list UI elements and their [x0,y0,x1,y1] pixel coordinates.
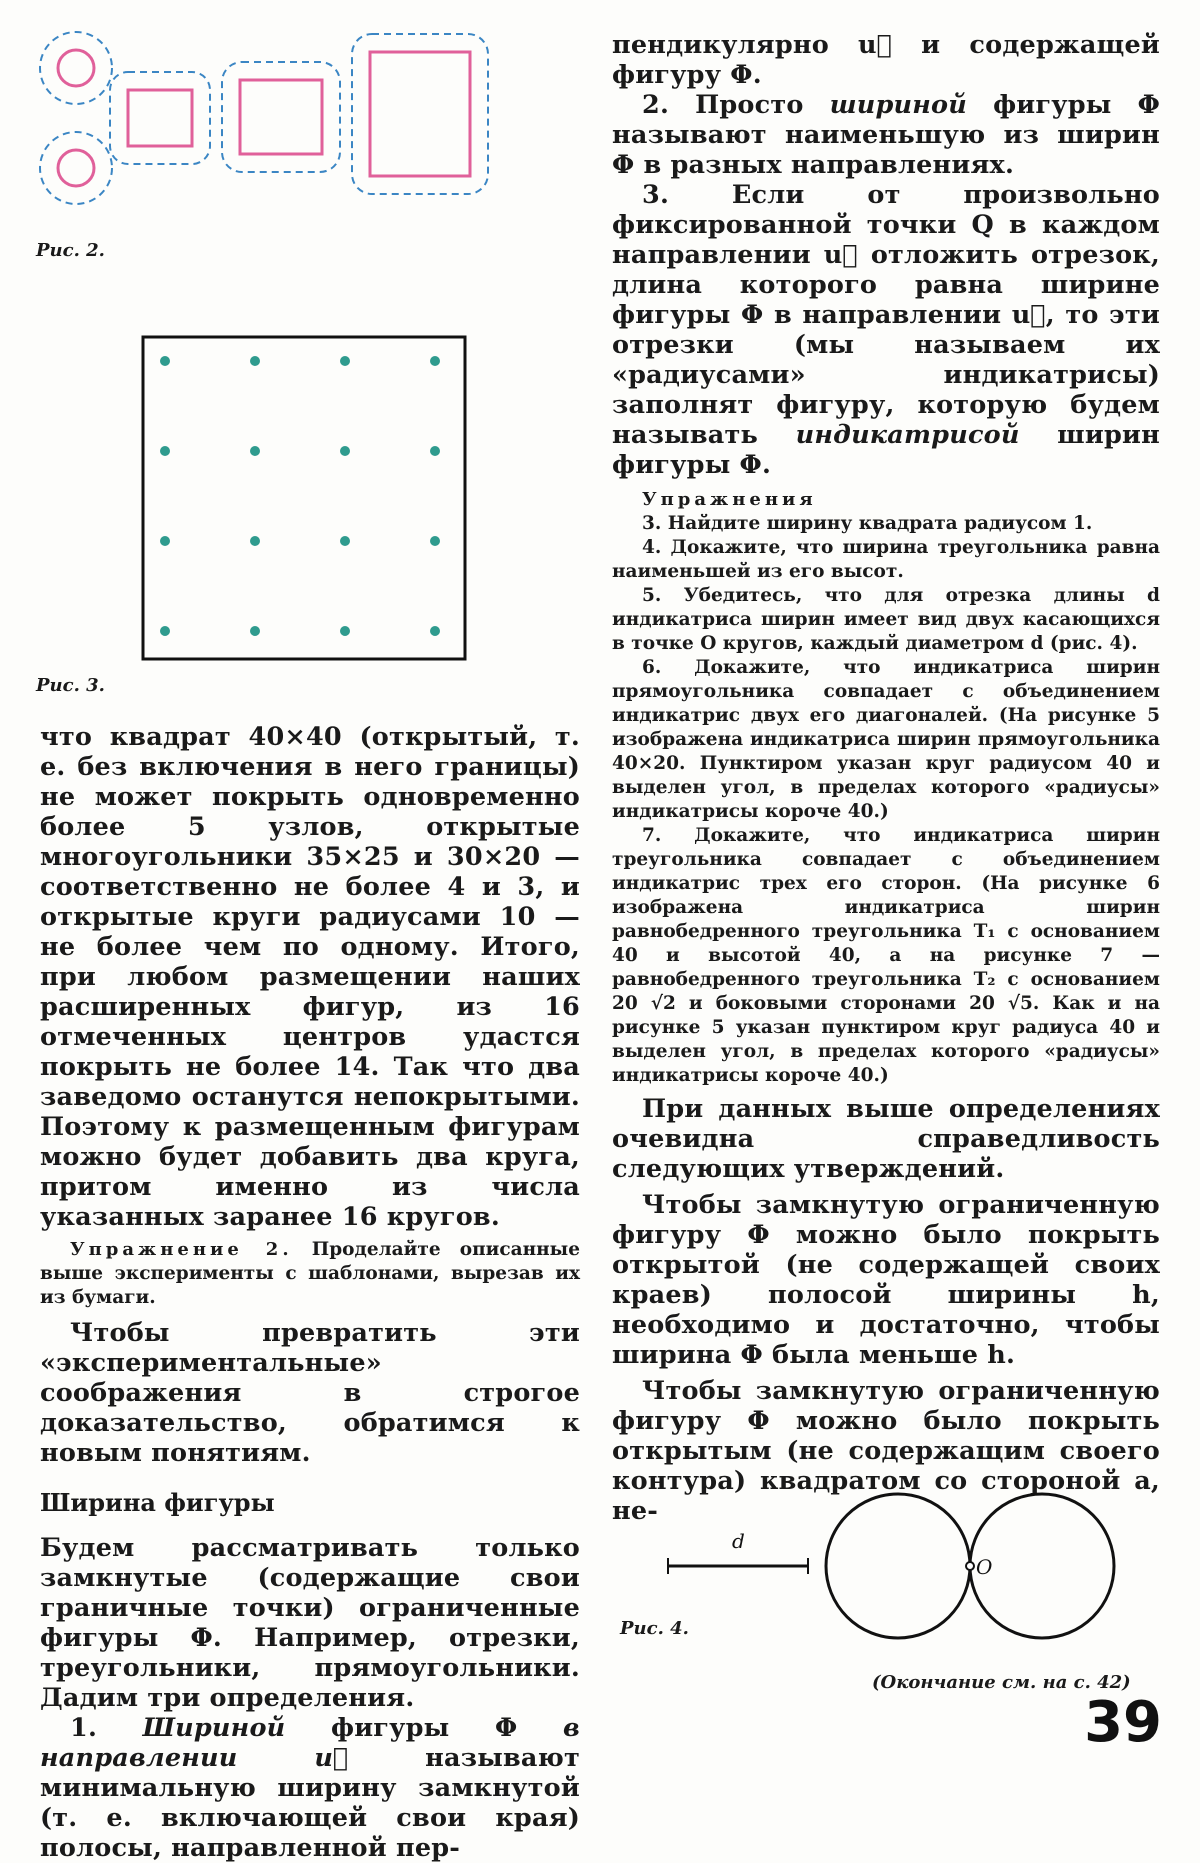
definition-1-mid: фигуры Φ [285,1713,564,1743]
definition-3-start: 3. Если от произвольно фиксированной точки Q в каждом направлении u⃗ отложить отрезок, длина которого равна ширине фигуры Φ в направлении u⃗, то эти отрезки (мы называем их «радиусами» индикатрисы) заполнят фигуру, которую будем называть [612,180,1160,450]
exercise-5: 5. Убедитесь, что для отрезка длины d индикатриса ширин имеет вид двух касающихся в точке O кругов, каждый диаметром d (рис. 4). [612,585,1160,654]
definition-1-continued: пендикулярно u⃗ и содержащей фигуру Φ. [612,30,1160,90]
exercise-4: 4. Докажите, что ширина треугольника равна наименьшей из его высот. [612,537,1160,582]
definition-1-rest: называют минимальную ширину замкнутой (т. е. включающей свои края) полосы, направленной пер- [40,1743,580,1863]
figure-2 [30,30,570,220]
exercises-heading [612,488,1160,512]
left-column [40,722,580,1863]
section-heading: Ширина фигуры [40,1488,275,1517]
figure-4 [660,1490,1160,1650]
definition-3-term: индикатрисой [795,420,1020,450]
definition-2-rest: фигуры Φ называют наименьшую из ширин Φ в разных направлениях. [612,90,1160,180]
figure-2-caption: Рис. 2. [36,240,105,261]
paragraph-intro: что квадрат 40×40 (открытый, т. е. без включения в него границы) не может покрыть одновременно более 5 узлов, открытые многоугольники 35×25 и 30×20 — соответственно не более 4 и 3, и открытые круги радиусами 10 — не более чем по одному. Итого, при любом размещении наших расширенных фигур, из 16 отмеченных центров удастся покрыть не более 14. Так что два заведомо останутся непокрытыми. Поэтому к размещенным фигурам можно будет добавить два круга, притом именно из числа указанных заранее 16 кругов. [40,722,580,1232]
exercise-6: 6. Докажите, что индикатриса ширин прямоугольника совпадает с объединением индикатрис двух его диагоналей. (На рисунке 5 изображена индикатриса ширин прямоугольника 40×20. Пунктиром указан круг радиусом 40 и выделен угол, в пределах которого «радиусы» индикатрисы короче 40.) [612,657,1160,822]
exercise-7: 7. Докажите, что индикатриса ширин треугольника совпадает с объединением индикатрис трех его сторон. (На рисунке 6 изображена индикатриса ширин равнобедренного треугольника T₁ с основанием 40 и высотой 40, а на рисунке 7 — равнобедренного треугольника T₂ с основанием 20 √2 и боковыми сторонами 20 √5. Как и на рисунке 5 указан пунктиром круг радиуса 40 и выделен угол, в пределах которого «радиусы» индикатрисы короче 40.) [612,825,1160,1086]
label-o: O [976,1555,993,1579]
exercise-2-text: Проделайте описанные выше эксперименты с шаблонами, вырезав их из бумаги. [40,1239,580,1308]
definition-1-term: Шириной [142,1713,286,1743]
exercise-3: 3. Найдите ширину квадрата радиусом 1. [642,513,1093,534]
exercise-2-label: Упражнение 2. [70,1239,293,1260]
paragraph-given: При данных выше определениях очевидна справедливость следующих утверждений. [612,1094,1160,1184]
paragraph-transition: Чтобы превратить эти «экспериментальные» соображения в строгое доказательство, обратимся к новым понятиям. [40,1318,580,1468]
definition-2-start: 2. Просто [642,90,830,120]
paragraph-square: Чтобы замкнутую ограниченную фигуру Φ можно было покрыть открытым (не содержащим своего контура) квадратом со стороной a, не- [612,1376,1160,1526]
point-o [966,1562,974,1570]
paragraph-strip: Чтобы замкнутую ограниченную фигуру Φ можно было покрыть открытой (не содержащей своих краев) полосой ширины h, необходимо и достаточно, чтобы ширина Φ была меньше h. [612,1190,1160,1370]
circle-left [826,1494,970,1638]
figure-3-caption: Рис. 3. [36,675,105,696]
figure-3 [140,334,470,664]
exercise-2 [40,1238,580,1310]
definition-1 [40,1713,580,1863]
page-number: 39 [1084,1690,1162,1755]
figure-4-caption: Рис. 4. [620,1618,689,1639]
right-column [612,30,1160,1526]
definition-3-rest: ширин фигуры Φ. [612,420,1160,480]
definition-3 [612,180,1160,480]
definition-2-term: шириной [829,90,968,120]
definition-1-direction: в направлении u⃗ [40,1713,580,1773]
definition-2 [612,90,1160,180]
definition-1-number: 1. [70,1713,143,1743]
exercises-heading-text: Упражнения [642,489,817,510]
paragraph-consider: Будем рассматривать только замкнутые (содержащие свои граничные точки) ограниченные фигуры Φ. Например, отрезки, треугольники, прямоугольники. Дадим три определения. [40,1533,580,1713]
continuation-note: (Окончание см. на с. 42) [872,1672,1131,1693]
label-d: d [732,1529,745,1553]
